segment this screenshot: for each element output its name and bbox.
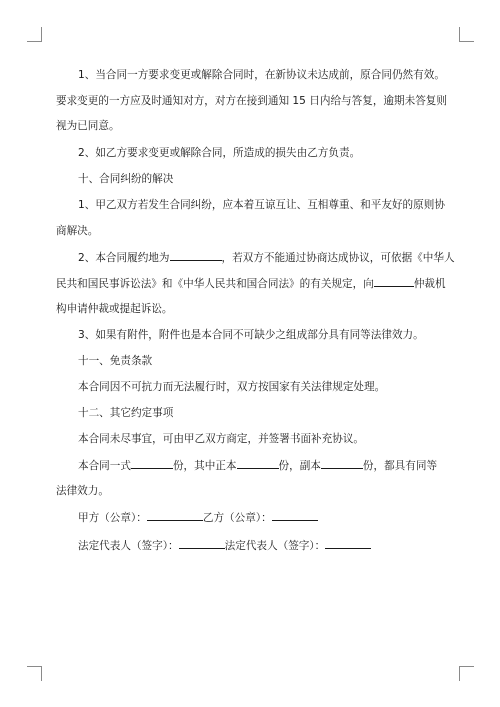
fill-in-blank[interactable] bbox=[131, 458, 173, 469]
paragraph-line: 视为已同意。 bbox=[56, 120, 120, 132]
corner-mark-bottom-left bbox=[27, 666, 42, 681]
paragraph-line: 要求变更的一方应及时通知对方，对方在接到通知 15 日内给与答复，逾期未答复则 bbox=[56, 95, 447, 107]
paragraph-line: 本合同因不可抗力而无法履行时，双方按国家有关法律规定处理。 bbox=[78, 381, 386, 393]
text-segment: 份，其中正本 bbox=[172, 460, 237, 472]
text-segment: 民共和国民事诉讼法》和《中华人民共和国合同法》的有关规定，向 bbox=[56, 278, 374, 290]
fill-in-blank[interactable] bbox=[237, 458, 279, 469]
fill-in-blank[interactable] bbox=[374, 276, 414, 287]
corner-mark-top-right bbox=[459, 27, 474, 42]
text-segment: 本合同一式 bbox=[78, 460, 131, 472]
section-heading: 十一、免责条款 bbox=[78, 355, 153, 367]
corner-mark-top-left bbox=[27, 27, 42, 42]
signature-label: 乙方（公章）： bbox=[202, 512, 272, 524]
text-segment: 份，都具有同等 bbox=[362, 460, 438, 472]
section-heading: 十、合同纠纷的解决 bbox=[78, 173, 174, 185]
paragraph-line bbox=[78, 458, 437, 473]
paragraph-line bbox=[56, 276, 446, 291]
paragraph-line: 1、当合同一方要求变更或解除合同时，在新协议未达成前，原合同仍然有效。 bbox=[78, 69, 445, 81]
text-segment: 仲裁机 bbox=[413, 278, 446, 290]
text-segment: 2、本合同履约地为 bbox=[78, 252, 170, 264]
paragraph-line bbox=[78, 250, 455, 265]
paragraph-line: 本合同未尽事宜，可由甲乙双方商定，并签署书面补充协议。 bbox=[78, 433, 365, 445]
corner-mark-bottom-right bbox=[459, 666, 474, 681]
paragraph-line: 构申请仲裁或提起诉讼。 bbox=[56, 303, 173, 315]
signature-blank[interactable] bbox=[272, 510, 318, 521]
paragraph-line: 3、如果有附件，附件也是本合同不可缺少之组成部分具有同等法律效力。 bbox=[78, 329, 424, 341]
section-heading: 十二、其它约定事项 bbox=[78, 407, 174, 419]
signature-line bbox=[78, 538, 371, 553]
signature-blank[interactable] bbox=[179, 538, 225, 549]
signature-blank[interactable] bbox=[325, 538, 371, 549]
fill-in-blank[interactable] bbox=[170, 250, 222, 261]
signature-line bbox=[78, 510, 318, 525]
paragraph-line: 商解决。 bbox=[56, 225, 99, 237]
fill-in-blank[interactable] bbox=[321, 458, 363, 469]
paragraph-line: 2、如乙方要求变更或解除合同，所造成的损失由乙方负责。 bbox=[78, 147, 361, 159]
paragraph-line: 1、甲乙双方若发生合同纠纷，应本着互谅互让、互相尊重、和平友好的原则协 bbox=[78, 199, 445, 211]
text-segment: ，若双方不能通过协商达成协议，可依据《中华人 bbox=[221, 252, 455, 264]
signature-label: 甲方（公章）： bbox=[78, 512, 147, 524]
signature-label: 法定代表人（签字）： bbox=[224, 540, 326, 552]
signature-label: 法定代表人（签字）： bbox=[78, 540, 179, 552]
signature-blank[interactable] bbox=[147, 510, 203, 521]
text-segment: 份，副本 bbox=[278, 460, 321, 472]
paragraph-line: 法律效力。 bbox=[56, 485, 109, 497]
